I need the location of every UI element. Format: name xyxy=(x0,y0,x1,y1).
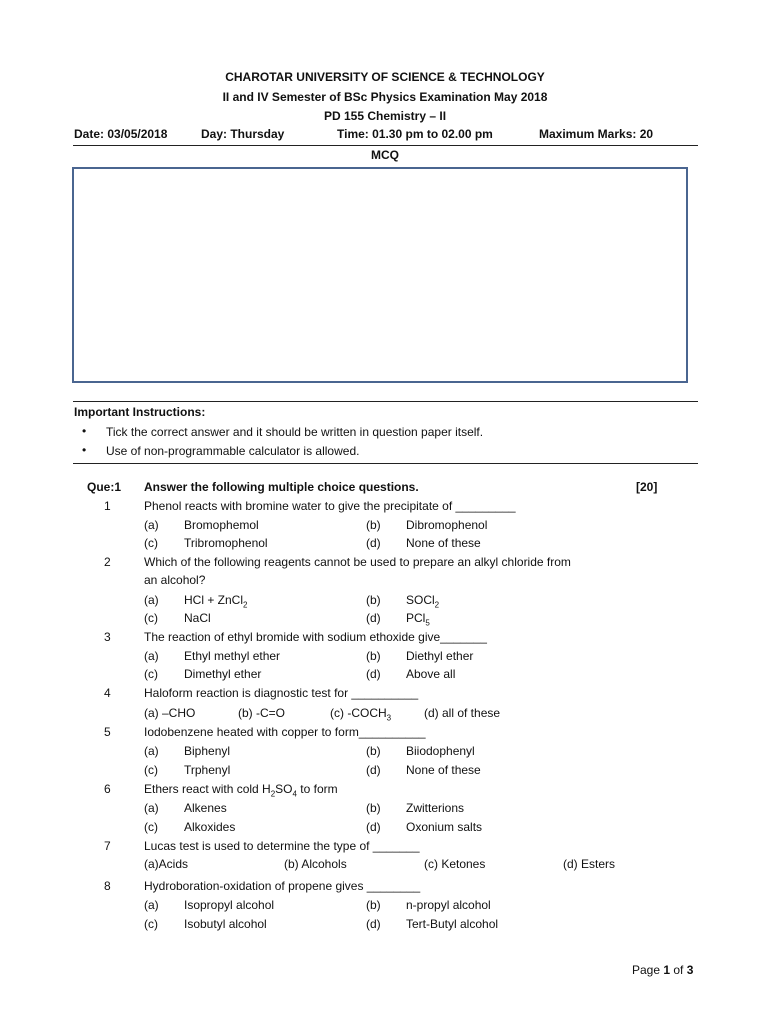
instructions-title: Important Instructions: xyxy=(74,405,206,419)
question-text: The reaction of ethyl bromide with sodium ethoxide give_______ xyxy=(144,630,487,644)
question-text: Iodobenzene heated with copper to form__________ xyxy=(144,725,426,739)
option-label: (a) xyxy=(144,744,159,758)
instructions-top-rule xyxy=(73,401,698,402)
question-text: Which of the following reagents cannot be used to prepare an alkyl chloride from xyxy=(144,555,571,569)
question-number: 8 xyxy=(104,879,111,893)
question-number: 6 xyxy=(104,782,111,796)
option-b: (b) -C=O xyxy=(238,706,286,720)
exam-day: Day: Thursday xyxy=(201,127,285,141)
option-label: (a) xyxy=(144,898,159,912)
option-label: (d) xyxy=(366,820,381,834)
instruction-item: Tick the correct answer and it should be written in question paper itself. xyxy=(106,425,484,439)
header-rule xyxy=(73,145,698,146)
option-d: (d) Esters xyxy=(563,857,616,871)
option-b: n-propyl alcohol xyxy=(406,898,491,912)
option-label: (a) xyxy=(144,801,159,815)
option-d: (d) all of these xyxy=(424,706,501,720)
exam-date: Date: 03/05/2018 xyxy=(74,127,168,141)
university-title: CHAROTAR UNIVERSITY OF SCIENCE & TECHNOLOGY xyxy=(225,70,545,84)
question-text-cont: an alcohol? xyxy=(144,573,206,587)
section-title: MCQ xyxy=(371,148,399,162)
option-d: None of these xyxy=(406,763,481,777)
option-label: (a) xyxy=(144,593,159,607)
question-number: 4 xyxy=(104,686,111,700)
option-label: (c) xyxy=(144,667,158,681)
option-label: (b) xyxy=(366,744,381,758)
option-label: (d) xyxy=(366,763,381,777)
option-label: (b) xyxy=(366,649,381,663)
option-a: Ethyl methyl ether xyxy=(184,649,281,663)
option-label: (d) xyxy=(366,611,381,625)
option-c: (c) Ketones xyxy=(424,857,486,871)
option-d: None of these xyxy=(406,536,481,550)
option-a: (a)Acids xyxy=(144,857,189,871)
exam-time: Time: 01.30 pm to 02.00 pm xyxy=(337,127,493,141)
option-b: Zwitterions xyxy=(406,801,465,815)
bullet-icon: • xyxy=(82,424,87,438)
option-label: (d) xyxy=(366,917,381,931)
option-label: (c) xyxy=(144,611,158,625)
option-a: Isopropyl alcohol xyxy=(184,898,275,912)
option-label: (b) xyxy=(366,518,381,532)
option-b: Diethyl ether xyxy=(406,649,474,663)
bullet-icon: • xyxy=(82,443,87,457)
option-c: Alkoxides xyxy=(184,820,236,834)
question-text: Phenol reacts with bromine water to give the precipitate of _________ xyxy=(144,499,516,513)
option-label: (c) xyxy=(144,917,158,931)
option-label: (a) xyxy=(144,518,159,532)
page-number: Page 1 of 3 xyxy=(632,963,694,977)
option-a: Biphenyl xyxy=(184,744,231,758)
question-number: 1 xyxy=(104,499,111,513)
option-label: (d) xyxy=(366,667,381,681)
option-b: (b) Alcohols xyxy=(284,857,347,871)
question-text: Ethers react with cold $H_2SO_4$ to form xyxy=(144,782,338,799)
option-c: Dimethyl ether xyxy=(184,667,262,681)
option-label: (b) xyxy=(366,593,381,607)
instruction-item: Use of non-programmable calculator is allowed. xyxy=(106,444,360,458)
option-b: SOCl$_2$ xyxy=(406,593,440,610)
question-number: 3 xyxy=(104,630,111,644)
option-label: (b) xyxy=(366,801,381,815)
option-d: Tert-Butyl alcohol xyxy=(406,917,499,931)
option-label: (c) xyxy=(144,763,158,777)
question-text: Lucas test is used to determine the type of _______ xyxy=(144,839,420,853)
option-c: (c) $-COCH_3$ xyxy=(330,706,392,723)
question-number: 7 xyxy=(104,839,111,853)
max-marks: Maximum Marks: 20 xyxy=(539,127,654,141)
exam-title: II and IV Semester of BSc Physics Examination May 2018 xyxy=(222,90,548,104)
question-text: Hydroboration-oxidation of propene gives ________ xyxy=(144,879,421,893)
option-label: (c) xyxy=(144,536,158,550)
option-label: (c) xyxy=(144,820,158,834)
blank-box xyxy=(72,167,688,383)
option-b: Biiodophenyl xyxy=(406,744,475,758)
option-label: (b) xyxy=(366,898,381,912)
option-b: Dibromophenol xyxy=(406,518,488,532)
question-text: Haloform reaction is diagnostic test for __________ xyxy=(144,686,419,700)
option-d: Above all xyxy=(406,667,456,681)
option-c: Trphenyl xyxy=(184,763,231,777)
question-block-marks: [20] xyxy=(636,480,658,494)
question-number: 5 xyxy=(104,725,111,739)
option-c: Tribromophenol xyxy=(184,536,268,550)
option-a: Alkenes xyxy=(184,801,227,815)
question-label: Que:1 xyxy=(87,480,122,494)
option-a: Bromophemol xyxy=(184,518,259,532)
option-label: (d) xyxy=(366,536,381,550)
option-d: PCl$_5$ xyxy=(406,611,430,628)
option-c: NaCl xyxy=(184,611,211,625)
instructions-bottom-rule xyxy=(73,463,698,464)
question-block-title: Answer the following multiple choice questions. xyxy=(144,480,419,494)
course-title: PD 155 Chemistry – II xyxy=(323,109,447,123)
question-number: 2 xyxy=(104,555,111,569)
option-a: (a) –CHO xyxy=(144,706,196,720)
option-c: Isobutyl alcohol xyxy=(184,917,267,931)
option-d: Oxonium salts xyxy=(406,820,483,834)
option-a: HCl + ZnCl$_2$ xyxy=(184,593,248,610)
option-label: (a) xyxy=(144,649,159,663)
